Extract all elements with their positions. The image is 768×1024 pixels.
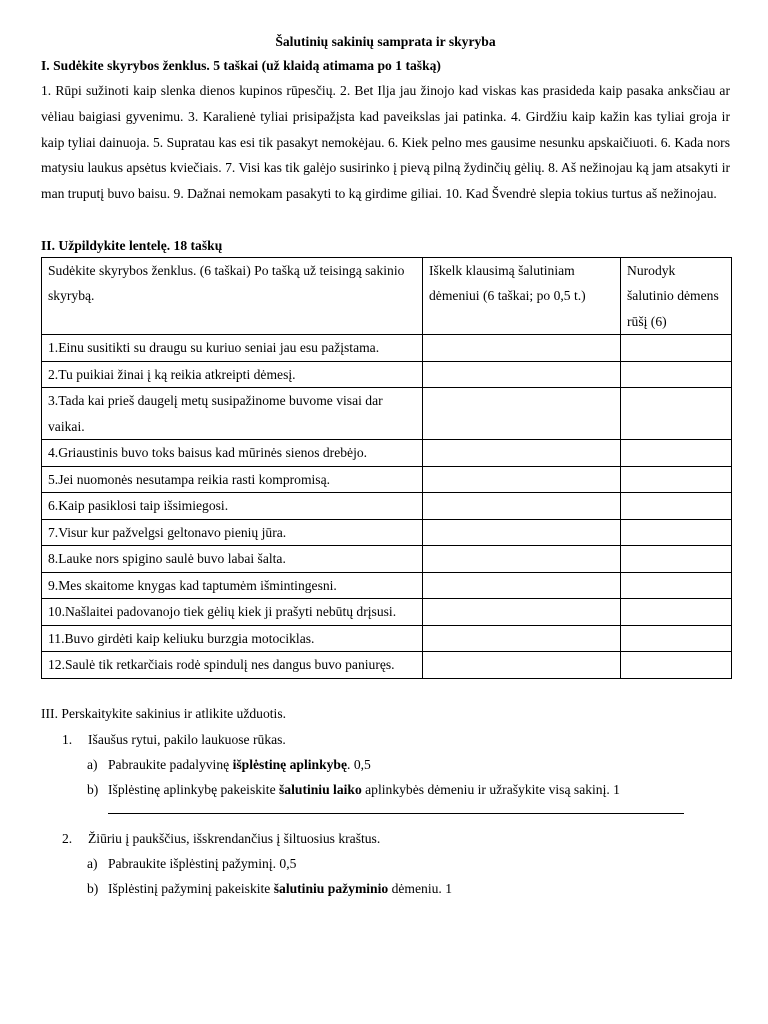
table-row [42,652,732,679]
worksheet-page [41,30,730,901]
sentence-cell: 1.Einu susitikti su draugu su kuriuo seniai jau esu pažįstama. [42,335,423,362]
table-row [42,493,732,520]
clause-type-answer-cell[interactable] [621,652,732,679]
section1-heading: I. Sudėkite skyrybos ženklus. 5 taškai (už klaidą atimama po 1 tašką) [41,58,441,73]
sentence-cell: 7.Visur kur pažvelgsi geltonavo pienių jūra. [42,519,423,546]
clause-type-answer-cell[interactable] [621,466,732,493]
task-sentence: Žiūriu į paukščius, išskrendančius į šiltuosius kraštus. [88,830,381,846]
subtask-bold-text: išplėstinę aplinkybę [232,756,348,772]
subtask-text-end: dėmeniu. 1 [388,880,452,896]
question-answer-cell[interactable] [423,572,621,599]
subtask-2b [41,876,730,901]
clause-type-answer-cell[interactable] [621,440,732,467]
task-item-2 [41,826,730,851]
task-number: 1. [62,731,73,747]
subtask-1a [41,752,730,777]
question-answer-cell[interactable] [423,388,621,440]
sentence-cell: 6.Kaip pasiklosi taip išsimiegosi. [42,493,423,520]
exercise-table [41,257,732,679]
table-row [42,335,732,362]
question-answer-cell[interactable] [423,519,621,546]
table-header-row [42,257,732,335]
subtask-letter: b) [87,781,99,797]
subtask-letter: b) [87,880,99,896]
table-header-clause-type: Nurodyk šalutinio dėmens rūšį (6) [621,257,732,335]
clause-type-answer-cell[interactable] [621,599,732,626]
table-row [42,519,732,546]
table-row [42,599,732,626]
task-number: 2. [62,830,73,846]
table-row [42,388,732,440]
question-answer-cell[interactable] [423,599,621,626]
section3-heading: III. Perskaitykite sakinius ir atlikite užduotis. [41,705,287,721]
page-title: Šalutinių sakinių samprata ir skyryba [275,34,496,49]
clause-type-answer-cell[interactable] [621,335,732,362]
table-row [42,546,732,573]
sentence-cell: 9.Mes skaitome knygas kad taptumėm išmintingesni. [42,572,423,599]
sentence-cell: 2.Tu puikiai žinai į ką reikia atkreipti dėmesį. [42,361,423,388]
clause-type-answer-cell[interactable] [621,519,732,546]
clause-type-answer-cell[interactable] [621,572,732,599]
table-row [42,440,732,467]
section2-heading: II. Užpildykite lentelę. 18 taškų [41,237,223,253]
subtask-text: Išplėstinį pažyminį pakeiskite [108,880,274,896]
table-body [42,335,732,679]
sentence-cell: 12.Saulė tik retkarčiais rodė spindulį nes dangus buvo paniuręs. [42,652,423,679]
section1-exercise-text: 1. Rūpi sužinoti kaip slenka dienos kupinos rūpesčių. 2. Bet Ilja jau žinojo kad viskas kas prasideda kaip pasaka anksčiau ar vėliau baigiasi gyvenimu. 3. Karalienė tyliai prisipažįsta kad paveikslas jai patinka. 4. Girdžiu kaip kažin kas tyliai groja ir kaip tyliai dainuoja. 5. Supratau kas esi tik pasakyt nemokėjau. 6. Kiek pelno mes gausime nesunku apskaičiuoti. 6. Kada nors matysiu laukus apsėtus kviečiais. 7. Visi kas tik galėjo susirinko į pievą pilną žydinčių gėlių. 8. Aš nežinojau ką jam atsakyti ir man truputį buvo baisu. 9. Dažnai nemokam pasakyti to ką girdime giliai. 10. Kad Švendrė slepia tokius turtus aš nežinojau. [41,83,730,202]
subtask-text-end: aplinkybės dėmeniu ir užrašykite visą sakinį. 1 [361,781,620,797]
clause-type-answer-cell[interactable] [621,546,732,573]
clause-type-answer-cell[interactable] [621,625,732,652]
question-answer-cell[interactable] [423,625,621,652]
subtask-letter: a) [87,756,98,772]
clause-type-answer-cell[interactable] [621,361,732,388]
sentence-cell: 11.Buvo girdėti kaip keliuku burzgia motociklas. [42,625,423,652]
table-row [42,466,732,493]
subtask-letter: a) [87,855,98,871]
sentence-cell: 10.Našlaitei padovanojo tiek gėlių kiek ji prašyti nebūtų drįsusi. [42,599,423,626]
clause-type-answer-cell[interactable] [621,493,732,520]
subtask-text: Pabraukite išplėstinį pažyminį. 0,5 [108,855,297,871]
table-row [42,625,732,652]
subtask-2a [41,851,730,876]
question-answer-cell[interactable] [423,546,621,573]
question-answer-cell[interactable] [423,466,621,493]
answer-line[interactable] [108,802,684,814]
table-row [42,572,732,599]
table-header-punctuation: Sudėkite skyrybos ženklus. (6 taškai) Po tašką už teisingą sakinio skyrybą. [42,257,423,335]
table-row [42,361,732,388]
table-header-question: Iškelk klausimą šalutiniam dėmeniui (6 taškai; po 0,5 t.) [423,257,621,335]
sentence-cell: 4.Griaustinis buvo toks baisus kad mūrinės sienos drebėjo. [42,440,423,467]
subtask-text-end: . 0,5 [347,756,371,772]
question-answer-cell[interactable] [423,493,621,520]
subtask-bold-text: šalutiniu laiko [279,781,362,797]
task-item-1 [41,727,730,752]
question-answer-cell[interactable] [423,652,621,679]
clause-type-answer-cell[interactable] [621,388,732,440]
question-answer-cell[interactable] [423,440,621,467]
sentence-cell: 8.Lauke nors spigino saulė buvo labai šalta. [42,546,423,573]
subtask-1b [41,777,730,802]
question-answer-cell[interactable] [423,335,621,362]
sentence-cell: 3.Tada kai prieš daugelį metų susipažinome buvome visai dar vaikai. [42,388,423,440]
subtask-text: Pabraukite padalyvinę [108,756,233,772]
task-sentence: Išaušus rytui, pakilo laukuose rūkas. [88,731,286,747]
sentence-cell: 5.Jei nuomonės nesutampa reikia rasti kompromisą. [42,466,423,493]
subtask-text: Išplėstinę aplinkybę pakeiskite [108,781,280,797]
subtask-bold-text: šalutiniu pažyminio [273,880,389,896]
question-answer-cell[interactable] [423,361,621,388]
section3 [41,701,730,901]
